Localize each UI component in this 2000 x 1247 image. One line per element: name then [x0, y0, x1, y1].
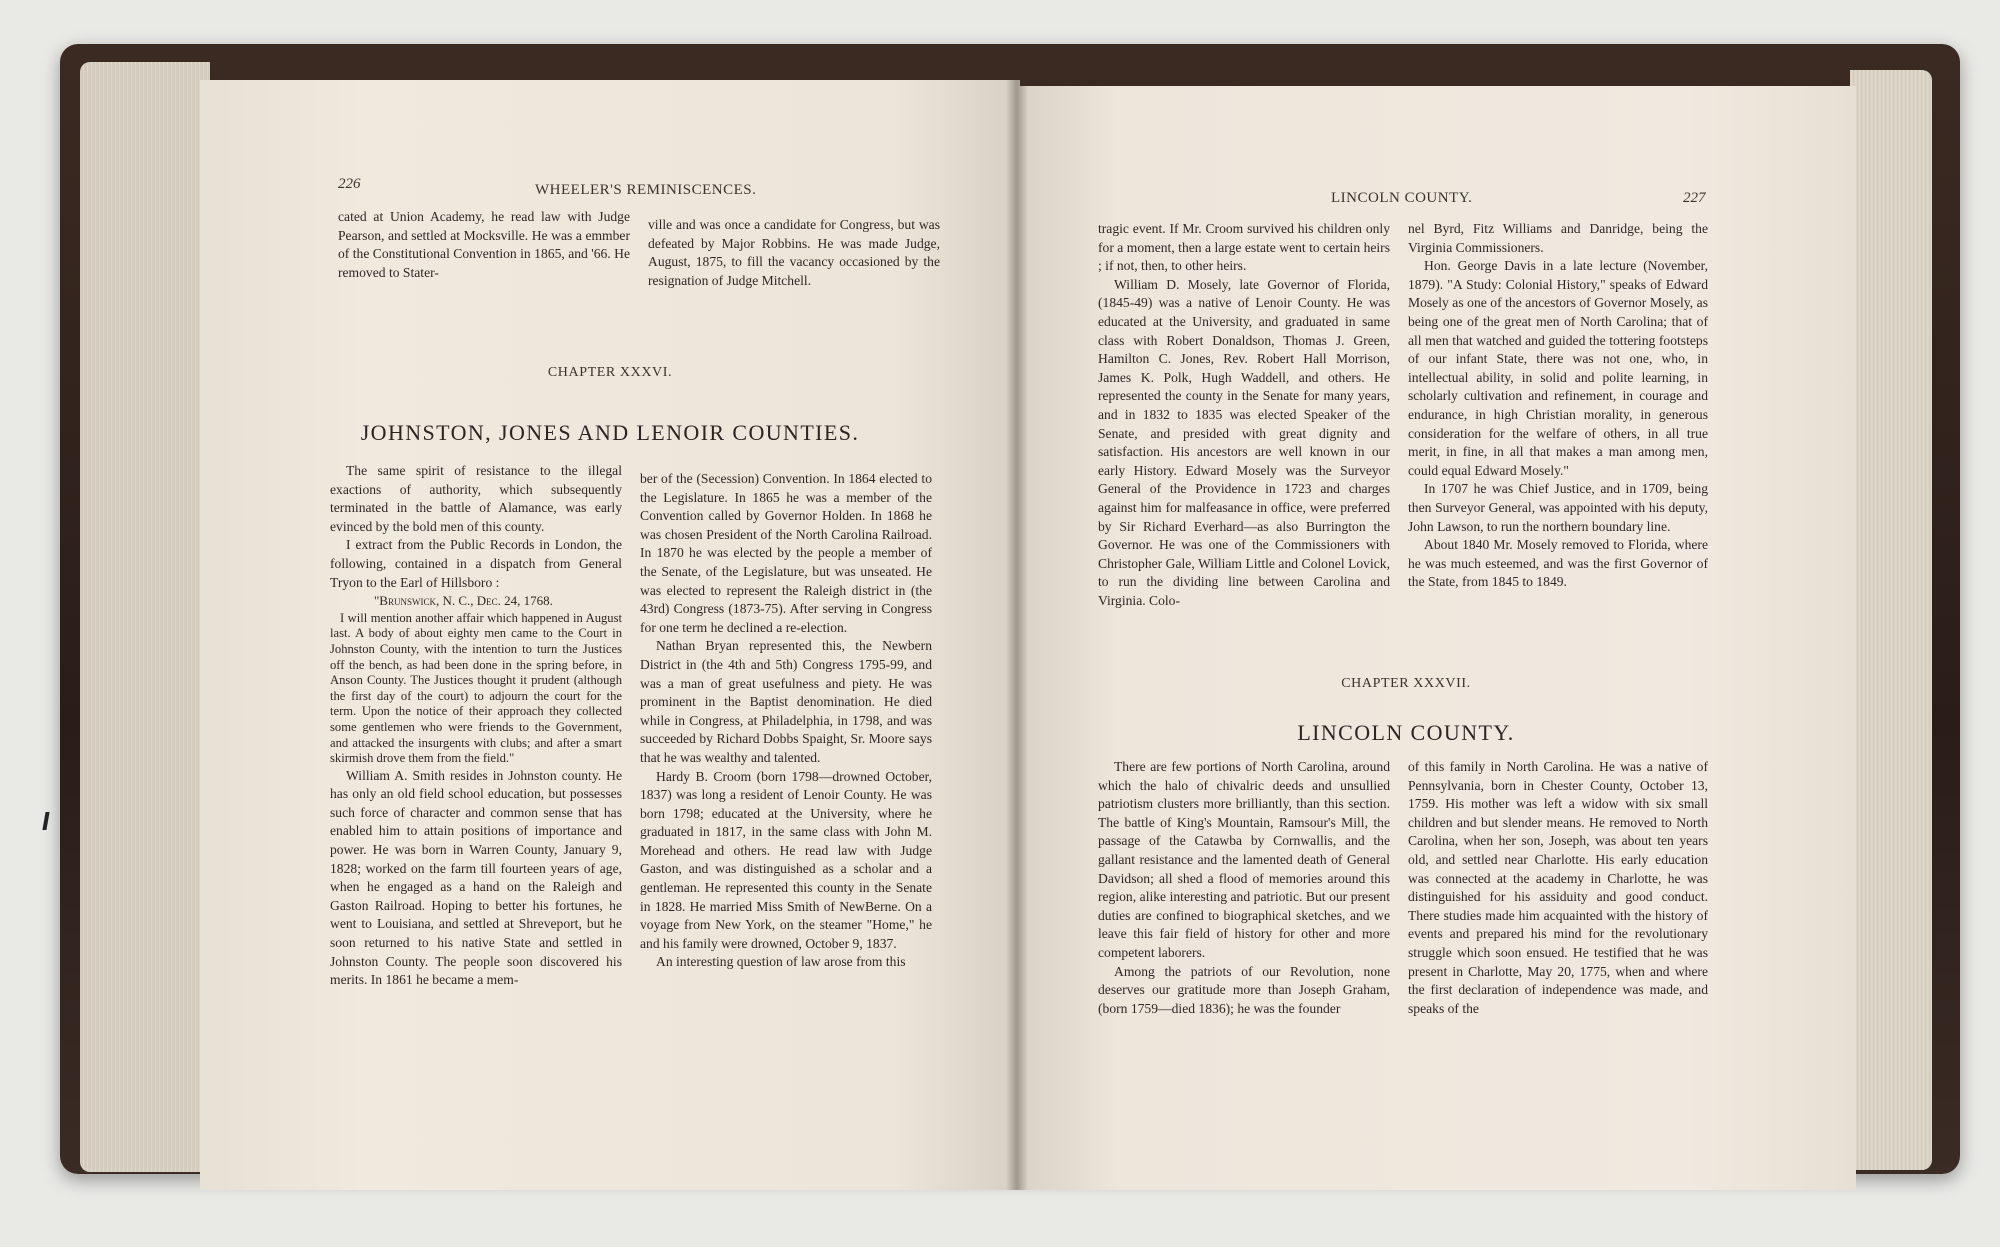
right-page-number: 227 [1683, 190, 1706, 206]
paragraph: cated at Union Academy, he read law with Judge Pearson, and settled at Mocksville. He was a emmber of the Constitutional Convention in 1865, and '66. He removed to Stater- [338, 209, 630, 280]
book-gutter [1006, 80, 1028, 1190]
paragraph: nel Byrd, Fitz Williams and Danridge, being the Virginia Commissioners. [1408, 221, 1708, 255]
left-top-column-1 [338, 208, 630, 282]
chapter-title: LINCOLN COUNTY. [1297, 720, 1515, 745]
paragraph: The same spirit of resistance to the illegal exactions of authority, which subsequently terminated in the battle of Alamance, was early evinced by the bold men of this county. [330, 463, 622, 534]
paragraph: About 1840 Mr. Mosely removed to Florida, where he was much esteemed, and was the first Governor of the State, from 1845 to 1849. [1408, 537, 1708, 590]
right-running-head: LINCOLN COUNTY. [1331, 190, 1473, 206]
paragraph: William D. Mosely, late Governor of Florida, (1845-49) was a native of Lenoir County. He was educated at the University, and graduated in same class with Robert Donaldson, Thomas J. Green, Hamilton C. Jones, Rev. Robert Hall Morrison, James K. Polk, Hugh Waddell, and others. He represented the county in the Senate for many years, and in 1832 to 1835 was elected Speaker of the Senate, and presided with great dignity and satisfaction. His ancestors are well known in our early History. Edward Mosely was the Surveyor General of the Providence in 1723 and charges against him for malfeasance in office, were preferred by Sir Richard Everhard—as also Burrington the Governor. He was one of the Commissioners with Christopher Gale, William Little and Colonel Lovick, to run the dividing line between Carolina and Virginia. Colo- [1098, 276, 1390, 608]
page-edges-left [80, 62, 210, 1172]
right-page [1016, 86, 1856, 1190]
quote: I will mention another affair which happened in August last. A body of about eighty men came to the Court in Johnston County, with the intention to turn the Justices off the bench, as had been done in the spring before, in Anson County. The Justices thought it prudent (although the first day of the court) to adjourn the court for the term. Upon the notice of their approach they collected some gentlemen who were friends to the Government, and attacked the insurgents with clubs; and after a smart skirmish drove them from the field." [330, 610, 622, 766]
paragraph: Hon. George Davis in a late lecture (November, 1879). "A Study: Colonial History," speaks of Edward Mosely as one of the ancestors of Governor Mosely, as being one of the great men of North Carolina; that of all men that watched and guided the tottering footsteps of our infant State, there was not one, who, in intellectual ability, in solid and polite learning, in scholarly cultivation and refinement, in courage and endurance, in high Christian morality, in generous consideration for the welfare of others, in all true merit, in fine, in all that makes a man among men, could equal Edward Mosely." [1408, 258, 1708, 478]
paragraph: of this family in North Carolina. He was a native of Pennsylvania, born in Chester County, October 13, 1759. His mother was left a widow with six small children and but slender means. He removed to North Carolina, when her son, Joseph, was about ten years old, and settled near Charlotte. His early education was connected at the academy in Charlotte, he was distinguished for his assiduity and good conduct. There studies made him acquainted with the history of events and prepared his mind for the revolutionary struggle which soon ensued. He testified that he was present in Charlotte, May 20, 1775, when and where the first declaration of independence was made, and speaks of the [1408, 759, 1708, 1016]
paragraph: There are few portions of North Carolina, around which the halo of chivalric deeds and unsullied patriotism clusters more brilliantly, than this section. The battle of King's Mountain, Ramsour's Mill, the passage of the Catawba by Cornwallis, and the gallant resistance and the lamented death of General Davidson; all shed a flood of memories around this region, alike interesting and patriotic. But our present duties are confined to biographical sketches, and we leave this fair field of history for other and more competent laborers. [1098, 759, 1390, 960]
paragraph: Nathan Bryan represented this, the Newbern District in (the 4th and 5th) Congress 1795-99, and was a man of great usefulness and piety. He was prominent in the Baptist denomination. He died while in Congress, at Philadelphia, in 1798, and was succeeded by Richard Dobbs Spaight, Sr. Moore says that he was wealthy and talented. [640, 638, 932, 765]
paragraph: I extract from the Public Records in London, the following, contained in a dispatch from General Tryon to the Earl of Hillsboro : [330, 537, 622, 590]
right-top-column-1 [1098, 220, 1390, 610]
left-page-number: 226 [338, 176, 361, 192]
paragraph: Among the patriots of our Revolution, none deserves our gratitude more than Joseph Graham, (born 1759—died 1836); he was the founder [1098, 963, 1390, 1016]
chapter-label: CHAPTER XXXVII. [1341, 676, 1471, 691]
left-column-2 [640, 470, 932, 972]
left-running-head: WHEELER'S REMINISCENCES. [535, 182, 757, 198]
left-top-column-2 [648, 216, 940, 290]
paragraph: ber of the (Secession) Convention. In 1864 elected to the Legislature. In 1865 he was a member of the Convention called by Governor Holden. In 1868 he was chosen President of the North Carolina Railroad. In 1870 he was elected by the people a member of the Senate, of the Legislature, but was unseated. He was elected to represent the Raleigh district in (the 43rd) Congress (1873-75). After serving in Congress for one term he declined a re-election. [640, 471, 932, 635]
right-column-1 [1098, 758, 1390, 1018]
right-column-2 [1408, 758, 1708, 1018]
paragraph: tragic event. If Mr. Croom survived his children only for a moment, then a large estate went to certain heirs ; if not, then, to other heirs. [1098, 221, 1390, 274]
page-edges-right [1850, 70, 1932, 1170]
margin-mark [42, 812, 49, 830]
paragraph: ville and was once a candidate for Congress, but was defeated by Major Robbins. He was made Judge, August, 1875, to fill the vacancy occasioned by the resignation of Judge Mitchell. [648, 217, 940, 288]
quote-heading: "Brunswick, N. C., Dec. 24, 1768. [374, 593, 553, 609]
left-column-1 [330, 462, 622, 990]
left-page [200, 80, 1020, 1190]
paragraph: William A. Smith resides in Johnston county. He has only an old field school education, but possesses such force of character and common sense that has enabled him to attain positions of importance and power. He was born in Warren County, January 9, 1828; worked on the farm till fourteen years of age, when he engaged as a hand on the Raleigh and Gaston Railroad. Hoping to better his fortunes, he went to Louisiana, and settled at Shreveport, but he soon returned to his native State and settled in Johnston County. The people soon discovered his merits. In 1861 he became a mem- [330, 767, 622, 988]
chapter-title: JOHNSTON, JONES AND LENOIR COUNTIES. [360, 420, 860, 445]
right-top-column-2 [1408, 220, 1708, 592]
paragraph: An interesting question of law arose from this [656, 954, 906, 970]
paragraph: Hardy B. Croom (born 1798—drowned October, 1837) was long a resident of Lenoir County. He was born 1798; educated at the University, where he graduated in 1817, in the same class with John M. Morehead and others. He read law with Judge Gaston, and was distinguished as a scholar and a gentleman. He represented this county in the Senate in 1828. He married Miss Smith of NewBerne. On a voyage from New York, on the steamer "Home," he and his family were drowned, October 9, 1837. [640, 768, 932, 951]
chapter-label: CHAPTER XXXVI. [547, 365, 673, 380]
paragraph: In 1707 he was Chief Justice, and in 1709, being then Surveyor General, was appointed with his deputy, John Lawson, to run the northern boundary line. [1408, 481, 1708, 534]
